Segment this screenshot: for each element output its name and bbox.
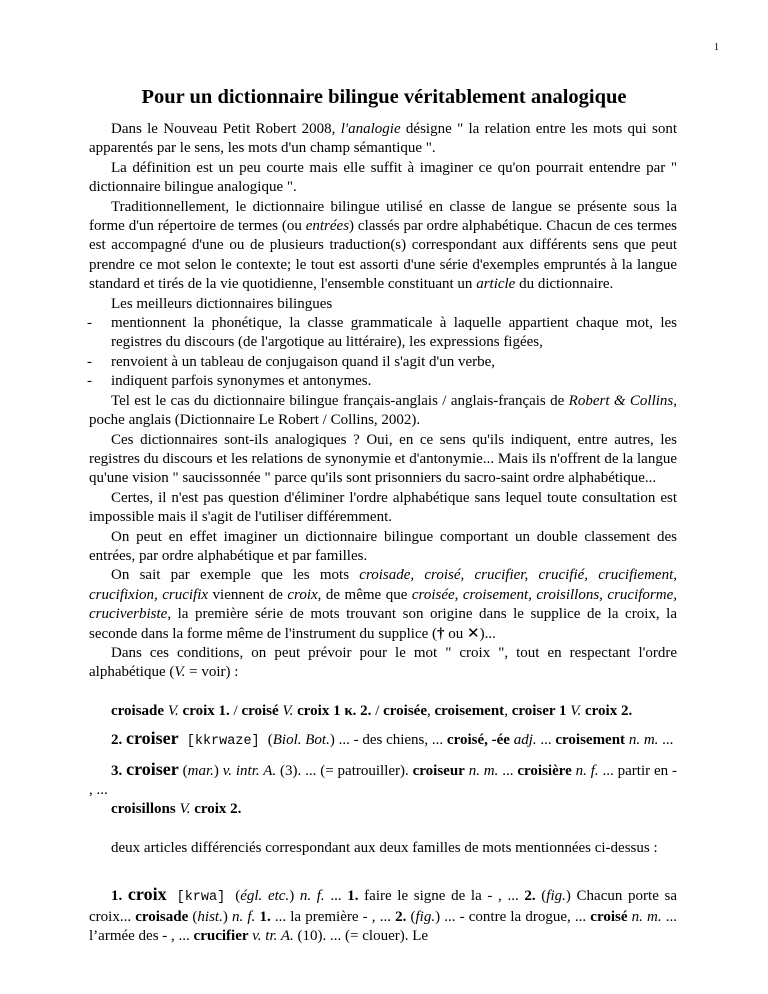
headword: croiser: [126, 728, 179, 749]
list-item: - mentionnent la phonétique, la classe grammaticale à laquelle appartient chaque mot, les registres du discours (de l'argotique au littéraire), les expressions figées,: [89, 314, 677, 353]
grammar-label: v. intr. A.: [222, 762, 277, 779]
derived-word: croisé: [590, 908, 628, 925]
pronunciation: [krwa]: [166, 890, 236, 906]
domain-label: Biol. Bot.: [272, 732, 330, 749]
sense-number: 1.: [347, 888, 359, 905]
emphasis: Robert & Collins: [568, 392, 674, 409]
text: (: [267, 732, 273, 749]
text: , de même que: [317, 586, 412, 603]
page-number: 1: [714, 42, 719, 53]
headword: croiser: [126, 758, 179, 779]
derived-word: croisade: [135, 908, 189, 925]
spacer: [89, 858, 677, 877]
derived-word: croisement: [555, 732, 626, 749]
domain-label: hist.: [197, 908, 223, 925]
cross-reference: V.: [278, 702, 298, 719]
text: viennent de: [208, 586, 288, 603]
cross-reference: V.: [566, 702, 586, 719]
emphasis: article: [476, 276, 516, 293]
headword: croix: [127, 884, 167, 905]
usage-label: fig.: [415, 908, 436, 925]
derived-word: croiseur: [412, 762, 465, 779]
grammar-label: n. m.: [628, 732, 659, 749]
paragraph: La définition est un peu courte mais elle suffit à imaginer ce qu'on pourrait entendre par " dictionnaire bilingue analogique ".: [89, 159, 677, 196]
emphasis: croisée, croisement, croisillons, cruciforme, cruciverbiste: [89, 586, 677, 623]
document-body: [89, 120, 677, 946]
paragraph: Certes, il n'est pas question d'éliminer l'ordre alphabétique sans lequel toute consultation est impossible mais il s'agit de l'utiliser différemment.: [89, 489, 677, 526]
paragraph: Ces dictionnaires sont-ils analogiques ? Oui, en ce sens qu'ils indiquent, entre autres, les registres du discours et les relations de synonymie et d'antonymie... Mais ils n'offrent de la langue qu'une vision " saucissonnée " parce qu'ils sont prisonniers du sacro-saint ordre alphabétique...: [89, 431, 677, 487]
sense-number: 2.: [395, 908, 407, 925]
dictionary-entry: [89, 729, 677, 751]
paragraph: [89, 392, 677, 431]
text: ... la première - , ...: [270, 908, 396, 925]
headword: croisement: [434, 702, 505, 719]
paragraph: deux articles différenciés correspondant aux deux familles de mots mentionnées ci-dessus :: [111, 839, 658, 856]
text: ) classés par ordre alphabétique. Chacun de ces termes est accompagné d'une ou de plusieurs traduction(s) correspondant aux différents sens que peut prendre ce mot selon le contexte; le tout est assorti d'une série d'exemples empruntés à la langue standard et tirés de la vie quotidienne, l'ensemble constituant un: [89, 218, 678, 293]
text: ): [222, 908, 232, 925]
text: ): [289, 888, 300, 905]
reference-target: croix 2.: [585, 702, 633, 719]
emphasis: V.: [174, 664, 186, 681]
spacer: [89, 820, 677, 839]
pronunciation: [kkrwaze]: [178, 734, 268, 750]
separator: /: [229, 702, 242, 719]
paragraph: [89, 198, 677, 295]
headword: croisée: [383, 702, 427, 719]
list-item: - indiquent parfois synonymes et antonymes.: [89, 372, 677, 391]
cross-reference: V.: [175, 801, 195, 818]
cross-reference: V.: [164, 702, 183, 719]
paragraph: [89, 120, 677, 159]
text: Dans ces conditions, on peut prévoir pour le mot " croix ", tout en respectant l'ordre alphabétique (: [89, 644, 677, 681]
text: Tel est le cas du dictionnaire bilingue français-anglais / anglais-français de: [111, 392, 569, 409]
separator: ,: [504, 702, 512, 719]
grammar-label: n. f.: [575, 762, 599, 779]
grammar-label: v. tr. A.: [252, 928, 294, 945]
text: ...: [536, 732, 556, 749]
grammar-label: n. m.: [631, 908, 662, 925]
derived-word: croisé, -ée: [446, 732, 510, 749]
text: )...: [479, 625, 496, 642]
reference-target: croix 2.: [194, 801, 242, 818]
paragraph: [89, 566, 677, 644]
text: (: [235, 888, 241, 905]
grammar-label: adj.: [513, 732, 537, 749]
headword: croisé: [241, 702, 279, 719]
entry-number: 2.: [111, 732, 126, 749]
list-item: - renvoient à un tableau de conjugaison quand il s'agit d'un verbe,: [89, 353, 677, 372]
spacer: [89, 877, 677, 885]
dictionary-entry: [89, 800, 677, 819]
dagger-cross-icon: †: [437, 625, 445, 642]
text: , poche anglais (Dictionnaire Le Robert / Collins, 2002).: [89, 392, 677, 429]
text: ...: [498, 762, 518, 779]
text: ) Chacun porte sa croix...: [89, 888, 678, 925]
text: ... l’armée des - , ...: [89, 908, 678, 945]
saltire-cross-icon: ✕: [467, 625, 480, 642]
text: ...: [658, 732, 674, 749]
text: (: [178, 762, 188, 779]
derived-word: croisière: [517, 762, 572, 779]
separator: ,: [426, 702, 435, 719]
text: ) ... - contre la drogue, ...: [435, 908, 591, 925]
grammar-label: n. m.: [468, 762, 499, 779]
text: ): [213, 762, 223, 779]
entry-number: 1.: [111, 888, 128, 905]
text: , la première série de mots trouvant son origine dans le supplice de la croix, la seconde dans la forme même de l'instrument du supplice (: [89, 606, 677, 642]
emphasis: l'analogie: [340, 121, 401, 137]
headword: croisade: [111, 702, 165, 719]
grammar-label: n. f.: [299, 888, 325, 905]
separator: /: [371, 702, 384, 719]
text: (3). ... (= patrouiller).: [276, 762, 413, 779]
paragraph: Les meilleurs dictionnaires bilingues: [111, 295, 333, 312]
domain-label: mar.: [187, 762, 214, 779]
text: du dictionnaire.: [515, 276, 614, 293]
spacer: [89, 683, 677, 702]
emphasis: entrées: [305, 218, 350, 235]
text: désigne " la relation entre les mots qui sont apparentés par le sens, les mots d'un champ sémantique ".: [89, 121, 677, 157]
emphasis: croix: [287, 586, 318, 603]
text: ou: [444, 625, 468, 642]
text: faire le signe de la - , ...: [358, 888, 525, 905]
text: ) ... - des chiens, ...: [329, 732, 447, 749]
text: (10). ... (= clouer). Le: [293, 928, 429, 945]
text: ...: [324, 888, 348, 905]
text: (: [535, 888, 547, 905]
text: = voir) :: [185, 664, 239, 681]
sense-number: 1.: [259, 908, 271, 925]
paragraph: [89, 644, 677, 683]
text: Traditionnellement, le dictionnaire bilingue utilisé en classe de langue se présente sous la forme d'un répertoire de termes (ou: [89, 198, 677, 235]
dictionary-entry: [89, 760, 677, 801]
headword: croiser 1: [511, 702, 567, 719]
text: (: [188, 908, 198, 925]
text: On sait par exemple que les mots: [111, 567, 360, 584]
reference-target: croix 1 κ. 2.: [297, 702, 372, 719]
emphasis: croisade, croisé, crucifier, crucifié, crucifiement, crucifixion, crucifix: [89, 567, 677, 603]
page-title: Pour un dictionnaire bilingue véritablement analogique: [141, 86, 627, 108]
dictionary-entry: [89, 885, 677, 946]
dictionary-entry: [89, 702, 677, 721]
text: Dans le Nouveau Petit Robert 2008,: [111, 121, 341, 137]
paragraph: On peut en effet imaginer un dictionnaire bilingue comportant un double classement des entrées, par ordre alphabétique et par familles.: [89, 528, 677, 564]
derived-word: crucifier: [193, 928, 249, 945]
text: (: [406, 908, 416, 925]
text: ... partir en - , ...: [89, 762, 678, 798]
headword: croisillons: [111, 801, 176, 818]
reference-target: croix 1.: [182, 702, 230, 719]
grammar-label: n. f.: [232, 908, 256, 925]
entry-number: 3.: [111, 762, 127, 779]
domain-label: égl. etc.: [240, 888, 290, 905]
usage-label: fig.: [546, 888, 566, 905]
bullet-list: [89, 314, 677, 392]
sense-number: 2.: [524, 888, 536, 905]
